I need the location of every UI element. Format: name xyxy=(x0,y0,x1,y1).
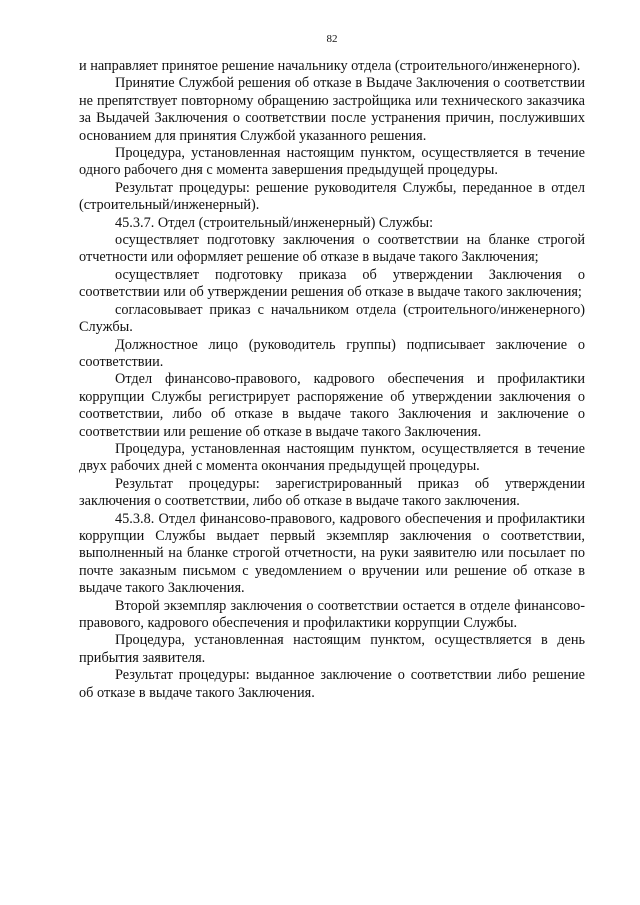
paragraph: и направляет принятое решение начальнику отдела (строительного/инженерного). xyxy=(79,58,581,74)
paragraph: Процедура, установленная настоящим пунктом, осуществляется в течение двух рабочих дней с момента окончания предыдущей процедуры. xyxy=(79,440,585,475)
paragraph: Результат процедуры: зарегистрированный приказ об утверждении заключения о соответствии, либо об отказе в выдаче такого заключения. xyxy=(79,475,585,510)
paragraph: Результат процедуры: выданное заключение о соответствии либо решение об отказе в выдаче такого Заключения. xyxy=(79,667,585,701)
paragraph: Процедура, установленная настоящим пунктом, осуществляется в течение одного рабочего дня с момента завершения предыдущей процедуры. xyxy=(79,145,585,179)
paragraph: осуществляет подготовку заключения о соответствии на бланке строгой отчетности или оформляет решение об отказе в выдаче такого Заключения; xyxy=(79,232,585,266)
paragraph: Процедура, установленная настоящим пунктом, осуществляется в день прибытия заявителя. xyxy=(79,632,585,666)
paragraph: согласовывает приказ с начальником отдела (строительного/инженерного) Службы. xyxy=(79,301,585,336)
paragraph: 45.3.7. Отдел (строительный/инженерный) Службы: xyxy=(115,214,434,231)
paragraph: Должностное лицо (руководитель группы) подписывает заключение о соответствии. xyxy=(79,336,585,370)
paragraph: Отдел финансово-правового, кадрового обеспечения и профилактики коррупции Службы регистрирует распоряжение об утверждении заключения о соответствии, либо об отказе в выдаче такого Заключения и заключение о соответствии или решение об отказе в выдаче такого Заключения. xyxy=(79,371,585,440)
paragraph: 45.3.8. Отдел финансово-правового, кадрового обеспечения и профилактики коррупции Службы выдает первый экземпляр заключения о соответствии, выполненный на бланке строгой отчетности, на руки заявителю или посылает по почте заказным письмом с уведомлением о вручении или решение об отказе в выдаче такого Заключения. xyxy=(79,510,585,597)
paragraph: Принятие Службой решения об отказе в Выдаче Заключения о соответствии не препятствует повторному обращению застройщика или технического заказчика за Выдачей Заключения о соответствии после устранения причин, послуживших основанием для принятия Службой указанного решения. xyxy=(79,75,585,144)
paragraph: Результат процедуры: решение руководителя Службы, переданное в отдел (строительный/инженерный). xyxy=(79,179,585,214)
document-body xyxy=(79,58,585,702)
page-number: 82 xyxy=(326,33,338,45)
paragraph: осуществляет подготовку приказа об утверждении Заключения о соответствии или об утверждении решения об отказе в выдаче такого заключения; xyxy=(79,266,585,301)
paragraph: Второй экземпляр заключения о соответствии остается в отделе финансово-правового, кадрового обеспечения и профилактики коррупции Службы. xyxy=(79,597,585,631)
